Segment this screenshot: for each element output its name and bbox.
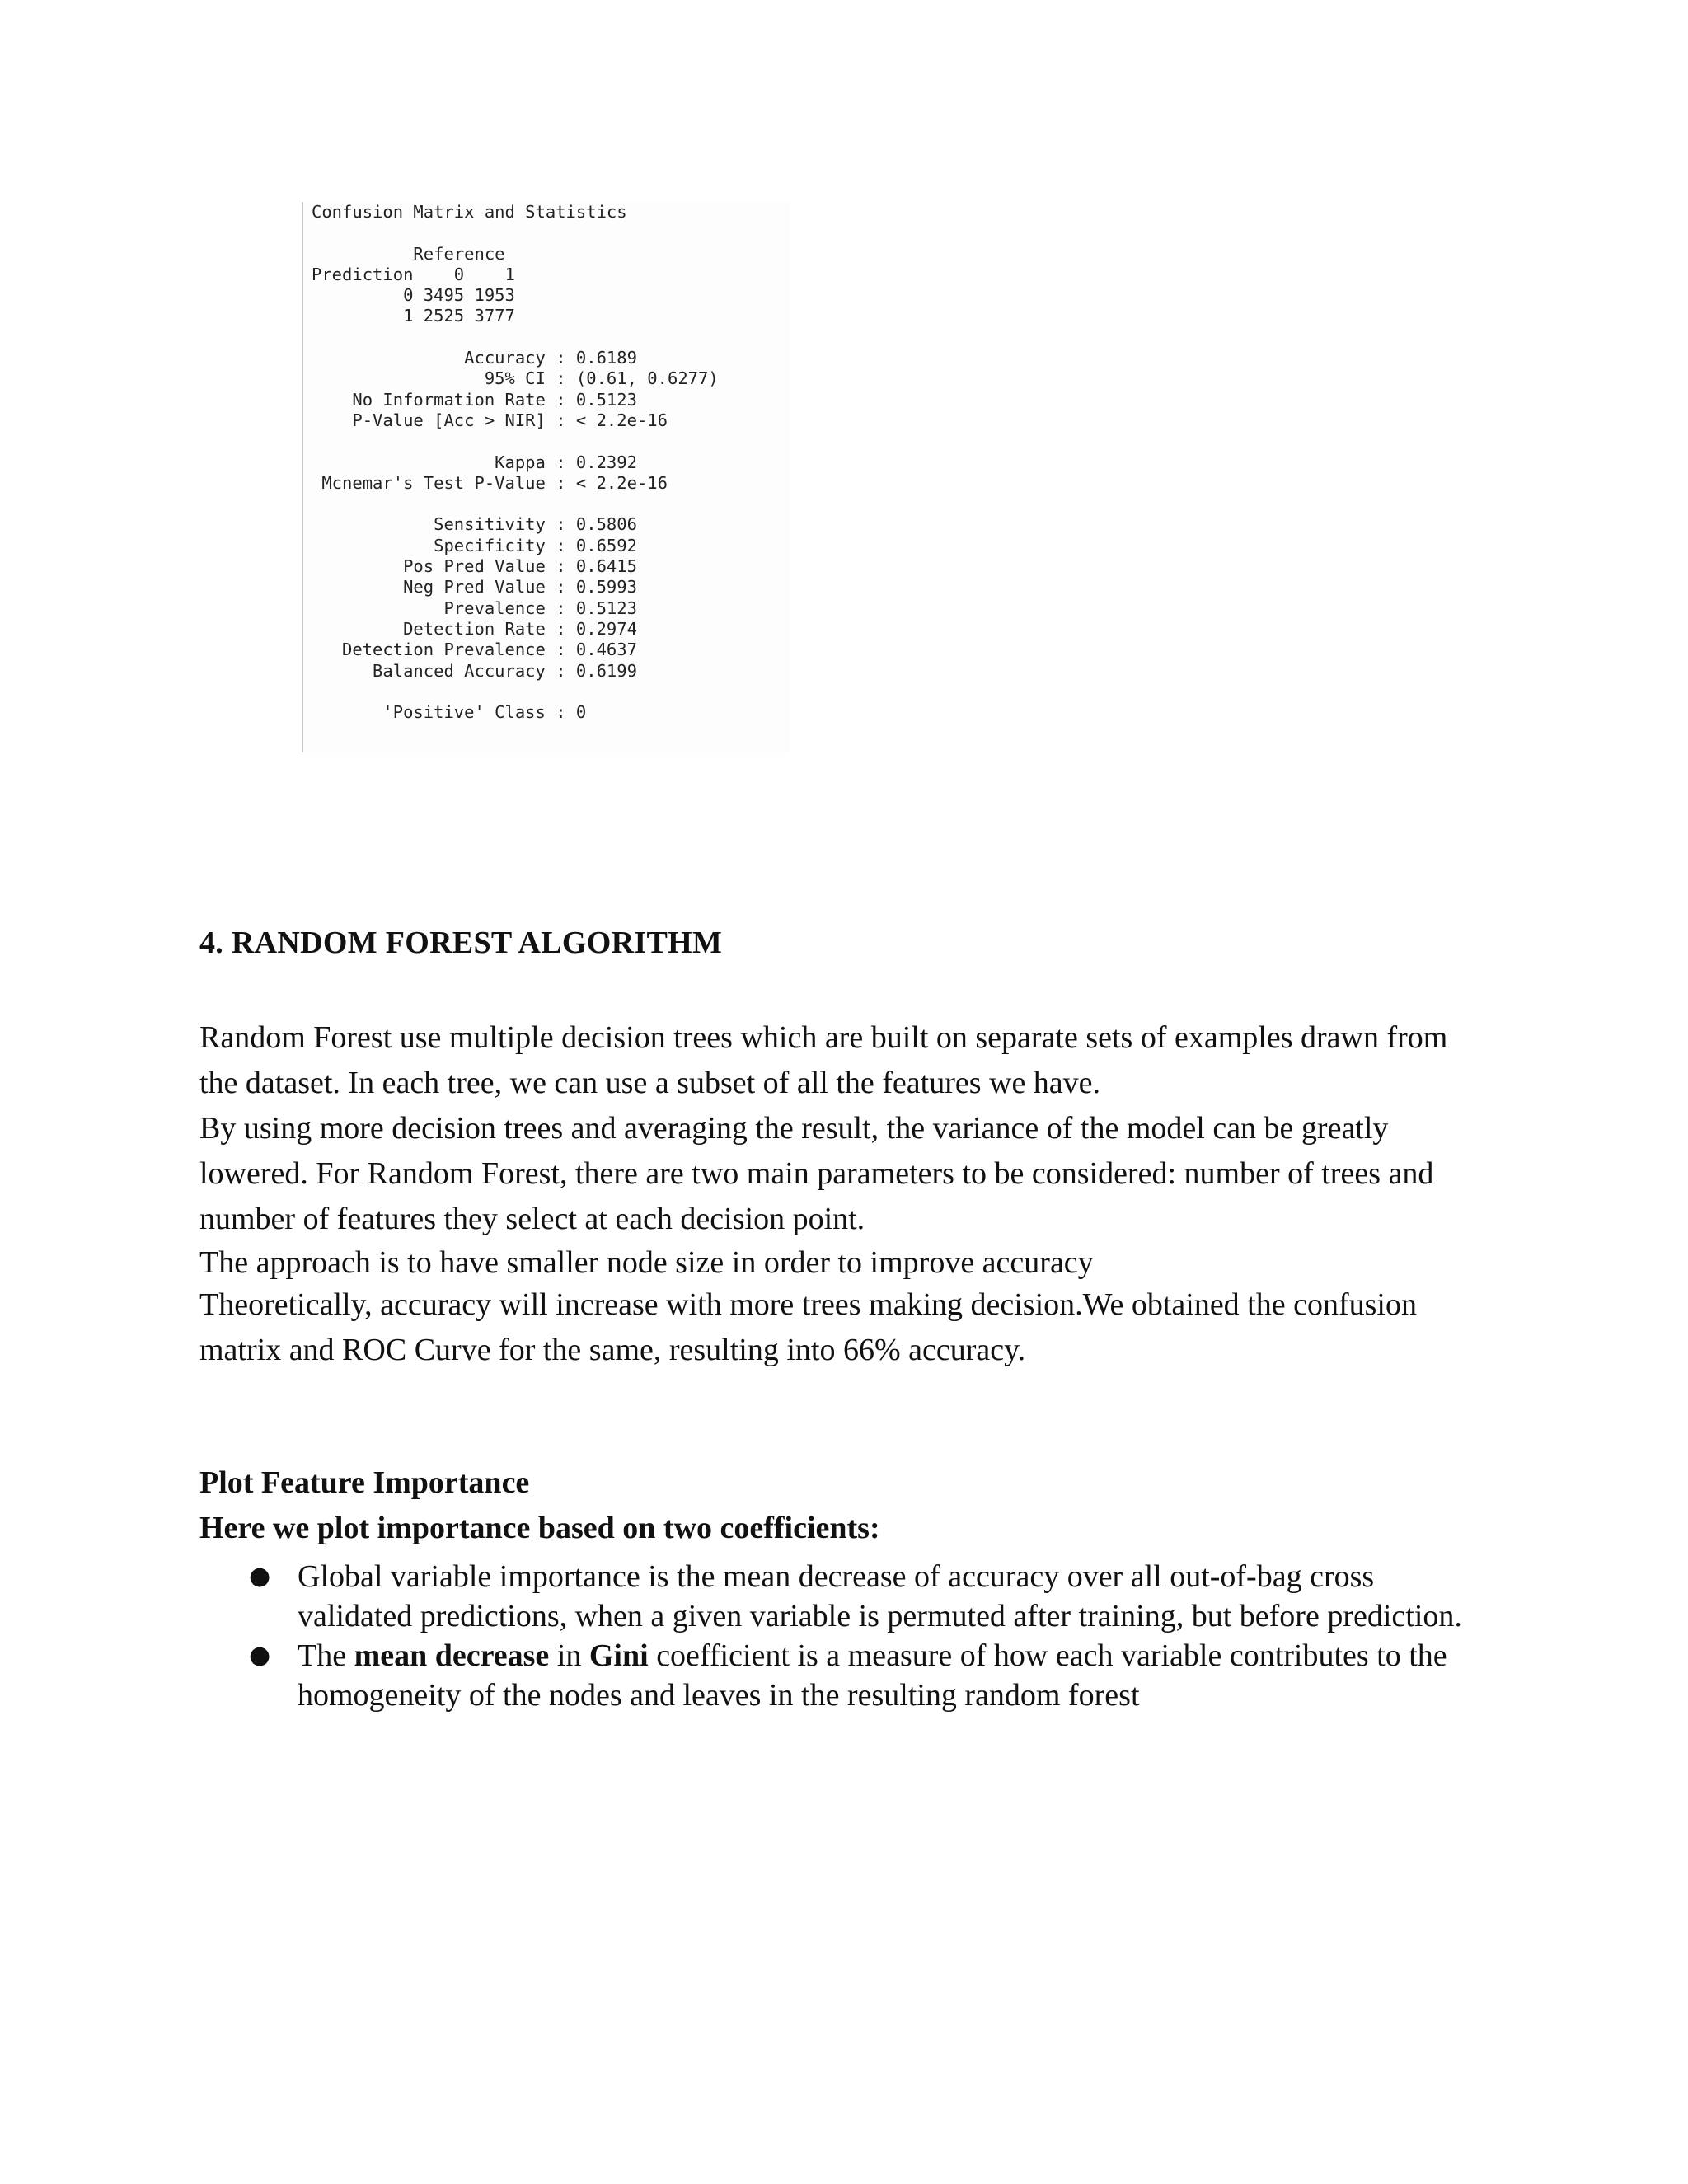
confusion-matrix-console-output xyxy=(302,202,790,752)
paragraph-approach xyxy=(199,1243,1485,1282)
console-title: Confusion Matrix and Statistics xyxy=(312,202,627,222)
paragraph-intro xyxy=(199,1015,1485,1106)
feature-importance-heading: Plot Feature Importance xyxy=(199,1465,530,1500)
console-stat-line: Neg Pred Value : 0.5993 xyxy=(312,577,637,598)
paragraph-text: By using more decision trees and averaging the result, the variance of the model can be greatly lowered. For Random Forest, there are two main parameters to be considered: number of trees and number of features they select at each decision point. xyxy=(199,1111,1434,1236)
list-item-text-part: coefficient is a measure of how each variable contributes to the homogeneity of the nodes and leaves in the resulting random forest xyxy=(298,1638,1447,1713)
console-prediction-header: Prediction 0 1 xyxy=(312,264,515,284)
console-stat-line: Pos Pred Value : 0.6415 xyxy=(312,556,637,577)
console-stat-line: 95% CI : (0.61, 0.6277) xyxy=(312,368,719,389)
console-stat-line: Specificity : 0.6592 xyxy=(312,535,637,555)
console-matrix-row: 0 3495 1953 xyxy=(312,285,515,306)
console-stat-line: Mcnemar's Test P-Value : < 2.2e-16 xyxy=(312,472,668,493)
list-item-text-part: in xyxy=(549,1638,589,1673)
paragraph-results xyxy=(199,1282,1485,1373)
section-heading: 4. RANDOM FOREST ALGORITHM xyxy=(199,926,723,960)
feature-importance-subheading: Here we plot importance based on two coefficients: xyxy=(199,1511,880,1545)
list-item-text: Global variable importance is the mean decrease of accuracy over all out-of-bag cross validated predictions, when a given variable is permuted after training, but before prediction. xyxy=(298,1559,1462,1633)
console-stat-line: Accuracy : 0.6189 xyxy=(312,348,637,368)
list-item-text-part: The xyxy=(298,1638,354,1673)
console-stat-line: Prevalence : 0.5123 xyxy=(312,598,637,618)
console-stat-line: Sensitivity : 0.5806 xyxy=(312,514,637,535)
console-stat-line: Detection Rate : 0.2974 xyxy=(312,618,637,639)
console-reference-header: Reference xyxy=(312,243,505,264)
bold-term-mean-decrease: mean decrease xyxy=(354,1638,550,1673)
console-stat-line: Detection Prevalence : 0.4637 xyxy=(312,640,637,660)
console-positive-class: 'Positive' Class : 0 xyxy=(312,702,587,723)
list-item xyxy=(199,1557,1485,1636)
paragraph-text: Theoretically, accuracy will increase with more trees making decision.We obtained the confusion matrix and ROC Curve for the same, resulting into 66% accuracy. xyxy=(199,1287,1417,1367)
paragraph-text: Random Forest use multiple decision trees which are built on separate sets of examples drawn from the dataset. In each tree, we can use a subset of all the features we have. xyxy=(199,1020,1448,1100)
bold-term-gini: Gini xyxy=(588,1638,649,1673)
console-matrix-row: 1 2525 3777 xyxy=(312,306,515,326)
paragraph-text: The approach is to have smaller node size in order to improve accuracy xyxy=(199,1245,1094,1280)
console-stat-line: Balanced Accuracy : 0.6199 xyxy=(312,660,637,681)
bullet-icon: ● xyxy=(249,1562,271,1591)
console-stat-line: Kappa : 0.2392 xyxy=(312,452,637,472)
list-item xyxy=(199,1636,1485,1715)
console-stat-line: P-Value [Acc > NIR] : < 2.2e-16 xyxy=(312,410,668,430)
bullet-icon: ● xyxy=(249,1641,271,1670)
paragraph-variance xyxy=(199,1106,1485,1242)
console-stat-line: No Information Rate : 0.5123 xyxy=(312,389,637,410)
coefficient-list xyxy=(199,1557,1485,1715)
